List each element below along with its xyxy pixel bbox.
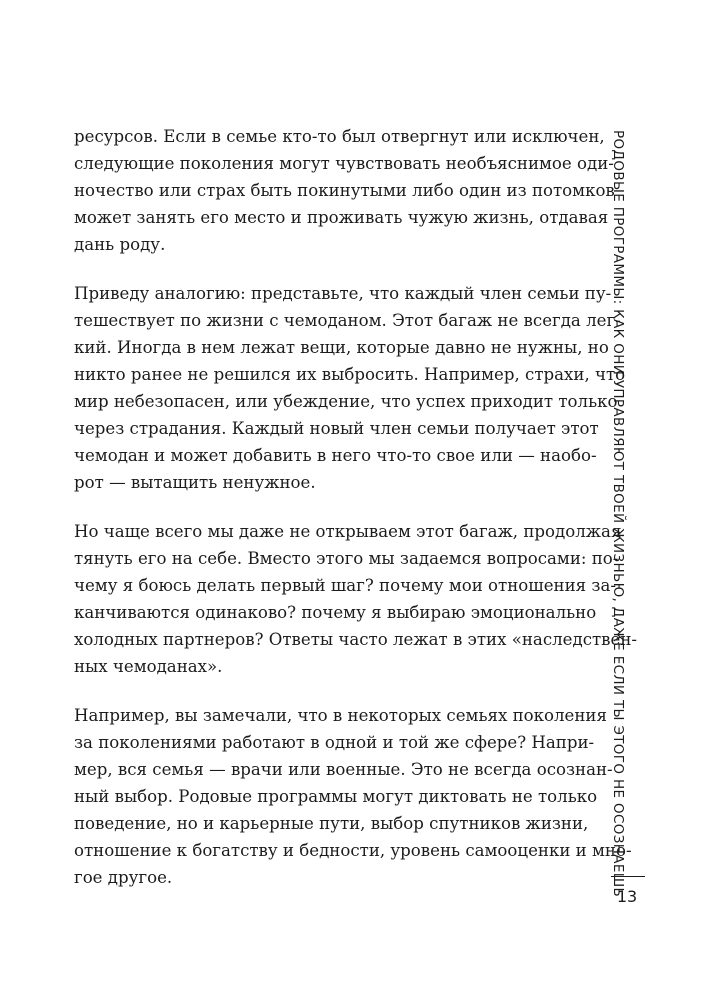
text-line: чемодан и может добавить в него что-то свое или — наобо- — [74, 446, 597, 465]
text-line: кий. Иногда в нем лежат вещи, которые давно не нужны, но — [74, 338, 609, 357]
margin-rule — [611, 876, 645, 877]
text-line: никто ранее не решился их выбросить. Например, страхи, что — [74, 365, 626, 384]
text-line: тянуть его на себе. Вместо этого мы задаемся вопросами: по- — [74, 549, 619, 568]
paragraph-2 — [74, 280, 626, 496]
text-line: канчиваются одинаково? почему я выбираю эмоционально — [74, 603, 597, 622]
text-line: Например, вы замечали, что в некоторых семьях поколения — [74, 706, 607, 725]
text-line: может занять его место и проживать чужую жизнь, отдавая — [74, 208, 609, 227]
text-line: за поколениями работают в одной и той же сфере? Напри- — [74, 733, 595, 752]
text-line: холодных партнеров? Ответы часто лежат в этих «наследствен- — [74, 630, 638, 649]
paragraph-4 — [74, 702, 632, 891]
text-line: ресурсов. Если в семье кто-то был отвергнут или исключен, — [74, 127, 605, 146]
running-head: РОДОВЫЕ ПРОГРАММЫ: КАК ОНИ УПРАВЛЯЮТ ТВОЕЙ ЖИЗНЬЮ, ДАЖЕ ЕСЛИ ТЫ ЭТОГО НЕ ОСОЗНАЕШЬ — [610, 130, 626, 898]
text-line: Приведу аналогию: представьте, что каждый член семьи пу- — [74, 284, 612, 303]
page-number: 13 — [616, 887, 638, 906]
text-line: через страдания. Каждый новый член семьи получает этот — [74, 419, 599, 438]
text-line: ных чемоданах». — [74, 657, 223, 676]
text-line: дань роду. — [74, 235, 166, 254]
text-line: отношение к богатству и бедности, уровень самооценки и мно- — [74, 841, 632, 860]
text-line: ночество или страх быть покинутыми либо один из потомков — [74, 181, 615, 200]
text-line: рот — вытащить ненужное. — [74, 473, 316, 492]
text-line: мер, вся семья — врачи или военные. Это не всегда осознан- — [74, 760, 613, 779]
text-line: поведение, но и карьерные пути, выбор спутников жизни, — [74, 814, 589, 833]
text-line: мир небезопасен, или убеждение, что успех приходит только — [74, 392, 618, 411]
text-line: следующие поколения могут чувствовать необъяснимое оди- — [74, 154, 614, 173]
text-line: ный выбор. Родовые программы могут диктовать не только — [74, 787, 598, 806]
text-line: Но чаще всего мы даже не открываем этот багаж, продолжая — [74, 522, 622, 541]
paragraph-1 — [74, 123, 615, 258]
paragraph-3 — [74, 518, 638, 680]
text-line: гое другое. — [74, 868, 173, 887]
text-line: чему я боюсь делать первый шаг? почему мои отношения за- — [74, 576, 616, 595]
text-line: тешествует по жизни с чемоданом. Этот багаж не всегда лег- — [74, 311, 621, 330]
